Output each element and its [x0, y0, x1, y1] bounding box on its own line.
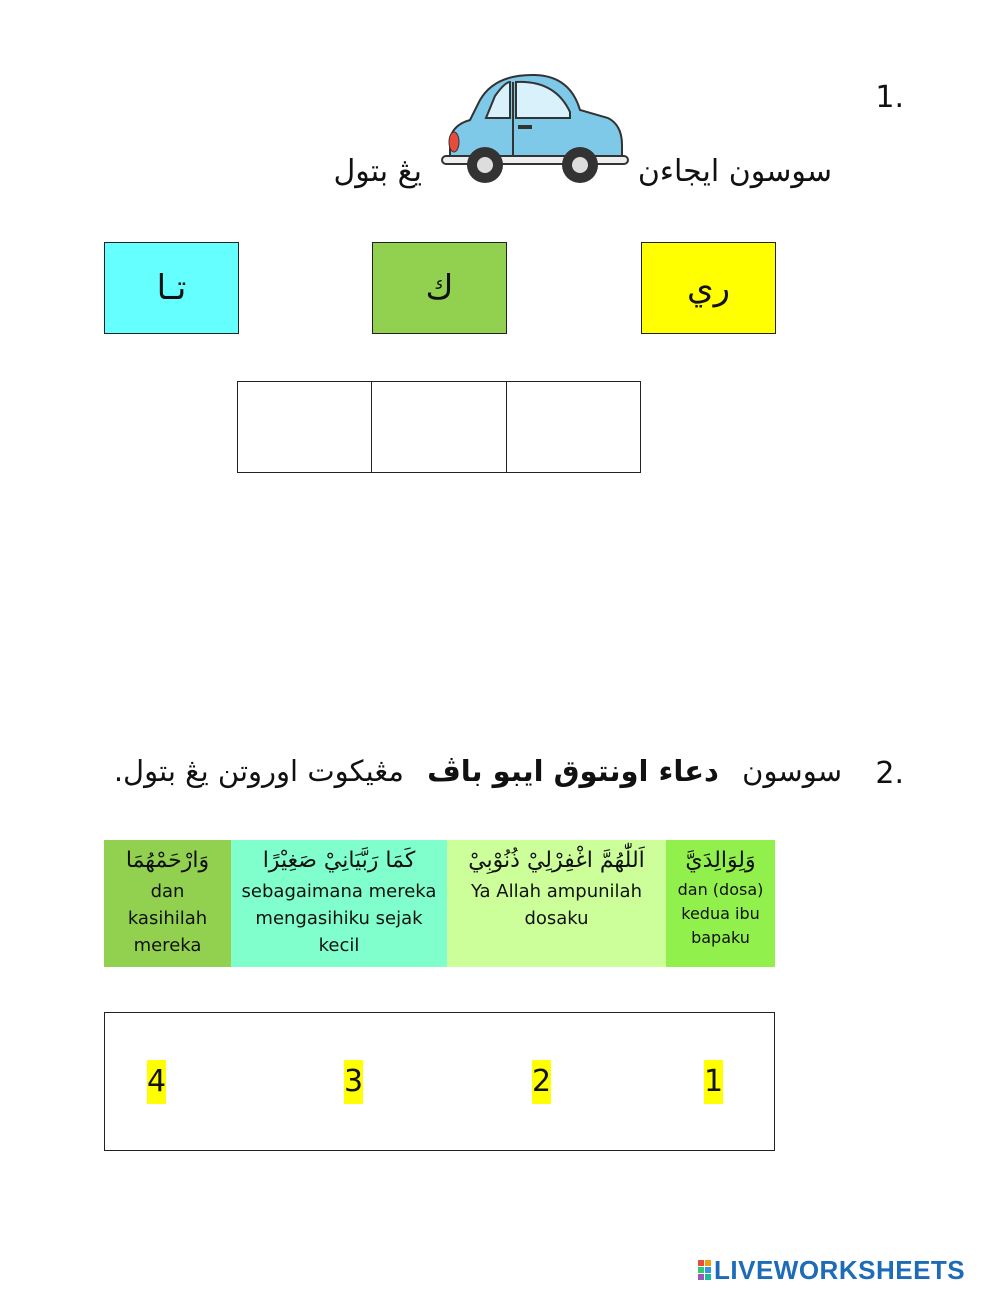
answer-number-2: 2	[532, 1060, 551, 1104]
doa-segment-3-arabic: كَمَا رَبَّيَانِيْ صَغِيْرًا	[262, 848, 416, 873]
liveworksheets-logo-text: LIVEWORKSHEETS	[714, 1254, 966, 1285]
doa-segment-1[interactable]	[666, 840, 775, 967]
liveworksheets-logo	[698, 1255, 965, 1285]
answer-number-1: 1	[704, 1060, 723, 1104]
doa-segment-4-malay: dan kasihilah mereka	[127, 881, 208, 956]
doa-segment-2-malay: Ya Allah ampunilah dosaku	[471, 881, 642, 929]
liveworksheets-logo-icon	[698, 1260, 711, 1280]
question-2-text	[114, 754, 842, 788]
doa-segment-4-arabic: وَارْحَمْهُمَا	[125, 848, 210, 873]
tile-ri-label: ري	[686, 268, 731, 308]
question-2-bold: دعاء اونتوق ايبو باڤ	[427, 754, 719, 788]
doa-segment-1-arabic: وَلِوَالِدَيَّ	[685, 848, 756, 873]
answer-number-3: 3	[344, 1060, 363, 1104]
tile-ta[interactable]	[104, 242, 239, 334]
drop-box-2[interactable]	[371, 381, 508, 473]
doa-segment-2-arabic: اَللّٰهُمَّ اغْفِرْلِيْ ذُنُوْبِيْ	[468, 848, 645, 873]
question-2-word-1: سوسون	[742, 754, 842, 788]
drop-box-3[interactable]	[237, 381, 372, 473]
answer-number-4: 4	[147, 1060, 166, 1104]
drop-box-1[interactable]	[506, 381, 641, 473]
tile-ri[interactable]	[641, 242, 776, 334]
question-1-text-left: يڠ بتول	[333, 154, 422, 189]
doa-segment-3-malay: sebagaimana mereka mengasihiku sejak kecil	[241, 881, 437, 956]
doa-segment-3[interactable]	[231, 840, 447, 967]
tile-ta-label: تـا	[156, 268, 187, 308]
question-2-word-2: مڠيكوت اوروتن يڠ بتول.	[113, 754, 404, 788]
tile-ka[interactable]	[372, 242, 507, 334]
answer-drop-area[interactable]	[104, 1012, 775, 1151]
car-icon	[440, 70, 630, 190]
question-1-text-right: سوسون ايجاءن	[637, 154, 832, 189]
question-1-number: 1.	[875, 80, 904, 115]
doa-segment-4[interactable]	[104, 840, 231, 967]
question-2-number: 2.	[875, 756, 904, 791]
doa-segment-1-malay: dan (dosa) kedua ibu bapaku	[677, 880, 764, 947]
tile-ka-label: ك	[425, 268, 454, 308]
doa-segment-2[interactable]	[447, 840, 666, 967]
